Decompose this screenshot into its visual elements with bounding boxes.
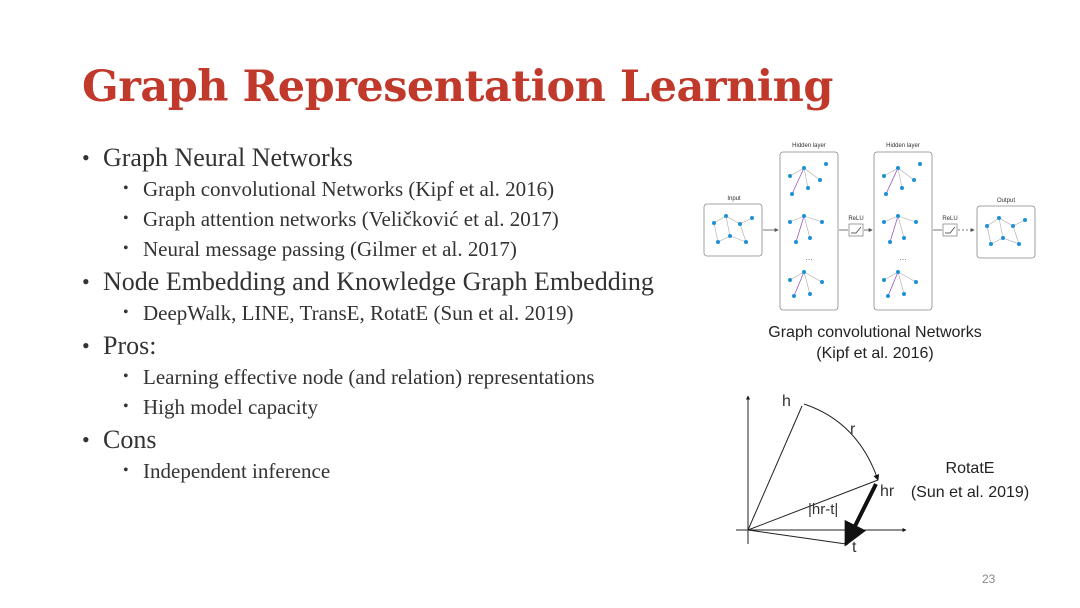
hidden-layer-1-label: Hidden layer xyxy=(792,143,826,149)
bullet-text: • Graph Neural Networks xyxy=(82,142,654,174)
diff-vector xyxy=(846,484,876,544)
rotate-caption-line: (Sun et al. 2019) xyxy=(910,484,1030,501)
output-graph-box xyxy=(977,206,1035,258)
h-label: h xyxy=(782,393,791,410)
sub-bullet-item: • Neural message passing (Gilmer et al. 2017) xyxy=(82,234,654,264)
t-vector xyxy=(748,530,846,544)
bullet-text: • Cons xyxy=(82,424,654,456)
rotate-diagram xyxy=(728,384,908,564)
sub-bullet-item: • High model capacity xyxy=(82,392,654,422)
r-label: r xyxy=(850,421,856,438)
ellipsis-icon: … xyxy=(899,253,907,262)
bullet-item xyxy=(82,142,654,264)
relu-2-icon xyxy=(943,224,957,236)
bullet-list xyxy=(82,142,654,486)
sub-bullet-item: • Graph attention networks (Veličković et al. 2017) xyxy=(82,204,654,234)
sub-bullet-list xyxy=(82,174,654,264)
gcn-diagram xyxy=(700,138,1040,318)
relu-1-label: ReLU xyxy=(848,216,864,222)
relu-2-label: ReLU xyxy=(942,216,958,222)
gcn-caption-line: Graph convolutional Networks xyxy=(768,324,982,341)
page-number: 23 xyxy=(982,572,996,586)
sub-bullet-item: • DeepWalk, LINE, TransE, RotatE (Sun et al. 2019) xyxy=(82,298,654,328)
input-graph-box xyxy=(704,204,762,256)
rotation-arc xyxy=(804,404,878,480)
bullet-text: • Node Embedding and Knowledge Graph Embedding xyxy=(82,266,654,298)
slide-title: Graph Representation Learning xyxy=(82,62,833,112)
bullet-text: • Pros: xyxy=(82,330,654,362)
h-vector xyxy=(748,406,802,530)
input-label: Input xyxy=(727,196,741,202)
bullet-item xyxy=(82,330,654,422)
t-label: t xyxy=(852,539,857,556)
gcn-caption xyxy=(740,322,1010,364)
sub-bullet-item: • Learning effective node (and relation) representations xyxy=(82,362,654,392)
bullet-item xyxy=(82,424,654,486)
hr-label: hr xyxy=(880,483,895,500)
sub-bullet-item: • Graph convolutional Networks (Kipf et al. 2016) xyxy=(82,174,654,204)
rotate-caption-line: RotatE xyxy=(945,460,995,477)
hidden-layer-2-label: Hidden layer xyxy=(886,143,920,149)
sub-bullet-list xyxy=(82,456,654,486)
ellipsis-icon: … xyxy=(805,253,813,262)
gcn-caption-line: (Kipf et al. 2016) xyxy=(816,345,934,362)
rotate-caption xyxy=(900,457,1040,505)
sub-bullet-list xyxy=(82,362,654,422)
sub-bullet-list xyxy=(82,298,654,328)
diff-label: |hr-t| xyxy=(808,501,839,518)
relu-1-icon xyxy=(849,224,863,236)
output-label: Output xyxy=(996,198,1016,204)
bullet-item xyxy=(82,266,654,328)
sub-bullet-item: • Independent inference xyxy=(82,456,654,486)
